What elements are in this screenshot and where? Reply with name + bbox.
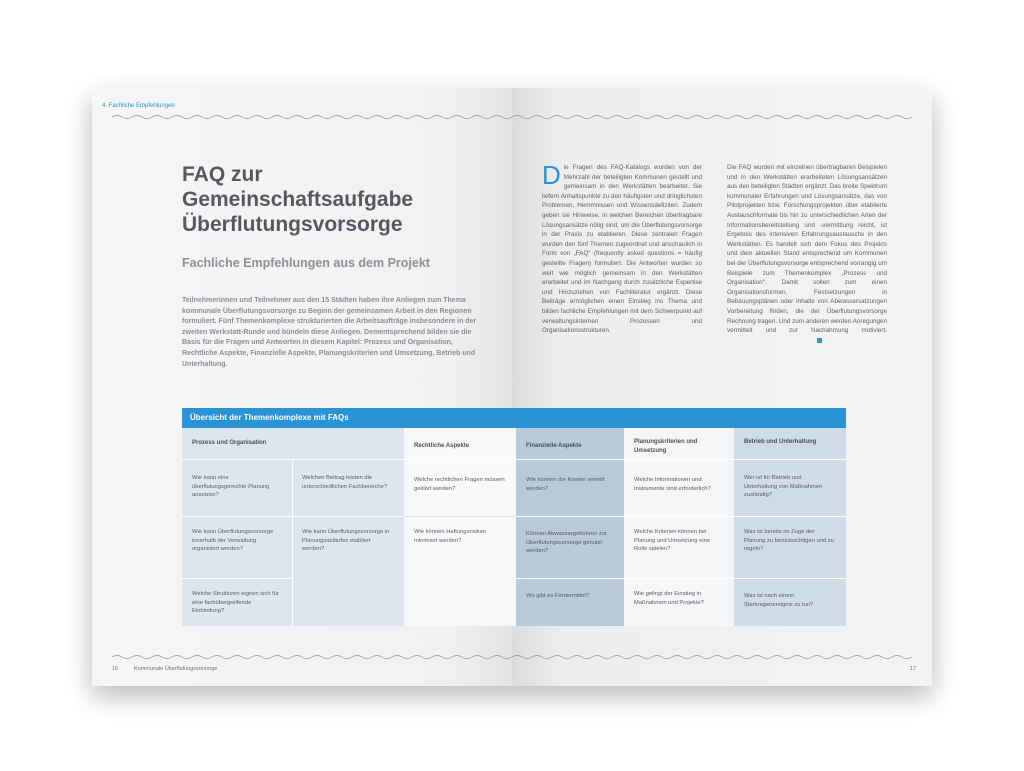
faq-betrieb-2: Was ist bereits im Zuge der Planung zu berücksichtigen und zu regeln? xyxy=(744,529,834,553)
faq-finanziell-2: Können Abwassergebühren zur Überflutungsvorsorge genutzt werden? xyxy=(526,531,607,555)
faq-prozess-4: Welchen Beitrag leisten die unterschiedlichen Fachbereiche? xyxy=(302,475,388,490)
faq-prozess-1: Wie kann eine überflutungsgerechte Planung ansetzen? xyxy=(192,475,270,499)
wave-divider-top-left xyxy=(112,114,512,120)
header-divider xyxy=(182,459,846,460)
faq-prozess-3: Welche Strukturen eignen sich für eine fachübergreifende Einbindung? xyxy=(192,591,279,615)
wave-divider-bottom-left xyxy=(112,654,512,660)
wave-divider-bottom-right xyxy=(512,654,912,660)
body-column-2-text: Die FAQ wurden mit einzelnen übertragbaren Beispielen und in den Werkstätten erarbeiteten Lösungsansätzen aus den beteiligten Städten ergänzt. Das breite Spektrum kommunaler Erfahrungen und Lösungsansätze, das von Pilotprojekten bzw. Forschungsprojekten über etablierte Austauschformate bis hin zu unterschiedlichen Arten der Informationsbereitstellung und -vermittlung reicht, ist Ergebnis des intensiven Erfahrungsaustauschs in den Werkstätten. Es handelt sich dem Fokus des Projekts und dem aktuellen Stand entsprechend um Kommunen bei der Überflutungsvorsorge entsprechend vorrangig um Beispiele zum Themenkomplex „Prozess und Organisation“. Damit sollen zum einen Organisationsformen, Festsetzungen in Bebauungsplänen oder Inhalte von Abwassersatzungen Vorbereitung finden, die der Überflutungsvorsorge Rechnung tragen. Und zum anderen werden Anregungen vermittelt und zur Nachahmung motiviert. xyxy=(727,164,887,335)
header-finanziell: Finanzielle Aspekte xyxy=(526,443,582,449)
running-head: 4. Fachliche Empfehlungen xyxy=(102,103,175,109)
faq-planung-1: Welche Informationen und Instrumente sind erforderlich? xyxy=(634,477,711,492)
row-divider xyxy=(516,578,846,579)
overview-title: Übersicht der Themenkomplexe mit FAQs xyxy=(182,408,846,428)
row-divider xyxy=(404,516,516,517)
faq-rechtlich-1: Welche rechtlichen Fragen müssen geklärt werden? xyxy=(414,477,505,492)
right-page-number: 17 xyxy=(910,666,917,672)
header-prozess: Prozess und Organisation xyxy=(192,440,267,446)
drop-cap: D xyxy=(542,160,561,190)
row-divider xyxy=(292,516,404,517)
end-mark-icon xyxy=(817,338,822,343)
body-column-2 xyxy=(727,163,887,345)
header-planung: Planungskriterien und Umsetzung xyxy=(634,439,698,454)
intro-paragraph: Teilnehmerinnen und Teilnehmer aus den 15 Städten haben ihre Anliegen zum Thema kommunale Überflutungsvorsorge zu Beginn der gemeinsamen Arbeit in den Regionen formuliert. Fünf Themenkomplexe strukturierten die Arbeitsaufträge insbesondere in der zweiten Werkstatt-Runde und bündeln diese Anliegen. Dementsprechend bilden sie die Basis für die Fragen und Antworten in diesem Kapitel: Prozess und Organisation, Rechtliche Aspekte, Finanzielle Aspekte, Planungskriterien und Umsetzung, Betrieb und Unterhaltung. xyxy=(182,297,477,368)
faq-prozess-5: Wie kann Überflutungsvorsorge in Planungsabläufen etabliert werden? xyxy=(302,529,390,553)
left-footer-label: Kommunale Überflutungsvorsorge xyxy=(134,666,218,672)
faq-planung-2: Welche Kriterien können bei Planung und Umsetzung eine Rolle spielen? xyxy=(634,529,711,553)
wave-divider-top-right xyxy=(512,114,912,120)
column-rechtlich xyxy=(404,428,516,626)
faq-finanziell-3: Wo gibt es Fördermittel? xyxy=(526,593,590,599)
faq-betrieb-3: Was ist nach einem Starkregenereignis zu tun? xyxy=(744,593,814,608)
left-page-number: 16 xyxy=(112,666,119,672)
body-column-1 xyxy=(542,160,702,336)
faq-betrieb-1: Wer ist für Betrieb und Unterhaltung von Maßnahmen zuständig? xyxy=(744,475,823,499)
page-title: FAQ zur Gemeinschaftsaufgabe Überflutungsvorsorge xyxy=(182,163,414,236)
faq-finanziell-1: Wie können die Kosten verteilt werden? xyxy=(526,477,605,492)
faq-planung-3: Wie gelingt der Einstieg in Maßnahmen und Projekte? xyxy=(634,591,704,606)
header-betrieb: Betrieb und Unterhaltung xyxy=(744,439,817,445)
body-column-1-text: ie Fragen des FAQ-Katalogs wurden von der Mehrzahl der beteiligten Kommunen gestellt und gemeinsam in den Werkstätten bearbeitet. Sie liefern Anhaltspunkte zu den häufigsten und dringlichsten Problemen, Hemmnissen und Wissensdefiziten. Zudem geben sie Hinweise, in welchen Bereichen übertragbare Lösungsansätze nötig sind, um die Überflutungsvorsorge in der Praxis zu etablieren. Diese zentralen Fragen wurden den fünf Themen zugeordnet und anschaulich in Form von „FAQ“ (frequently asked questions = häufig gestellte Fragen) formuliert. Die Antworten wurden so weit wie möglich gemeinsam in den Werkstätten erarbeitet und im Nachgang durch zusätzliche Expertise und Hinzuziehen von Fachliteratur ergänzt. Diese Beiträge ermöglichen einen Einstieg ins Thema und bilden fachliche Empfehlungen mit dem Schwerpunkt auf verwaltungsinternen Prozessen und Organisationsstrukturen. xyxy=(542,164,702,335)
row-divider xyxy=(516,516,846,517)
header-rechtlich: Rechtliche Aspekte xyxy=(414,443,470,449)
faq-rechtlich-2: Wie können Haftungsrisiken minimiert werden? xyxy=(414,529,487,544)
faq-prozess-2: Wie kann Überflutungsvorsorge innerhalb der Verwaltung organisiert werden? xyxy=(192,529,274,553)
faq-overview-table xyxy=(182,428,846,626)
row-divider xyxy=(182,516,292,517)
row-divider xyxy=(182,578,292,579)
page-subtitle: Fachliche Empfehlungen aus dem Projekt xyxy=(182,256,430,270)
